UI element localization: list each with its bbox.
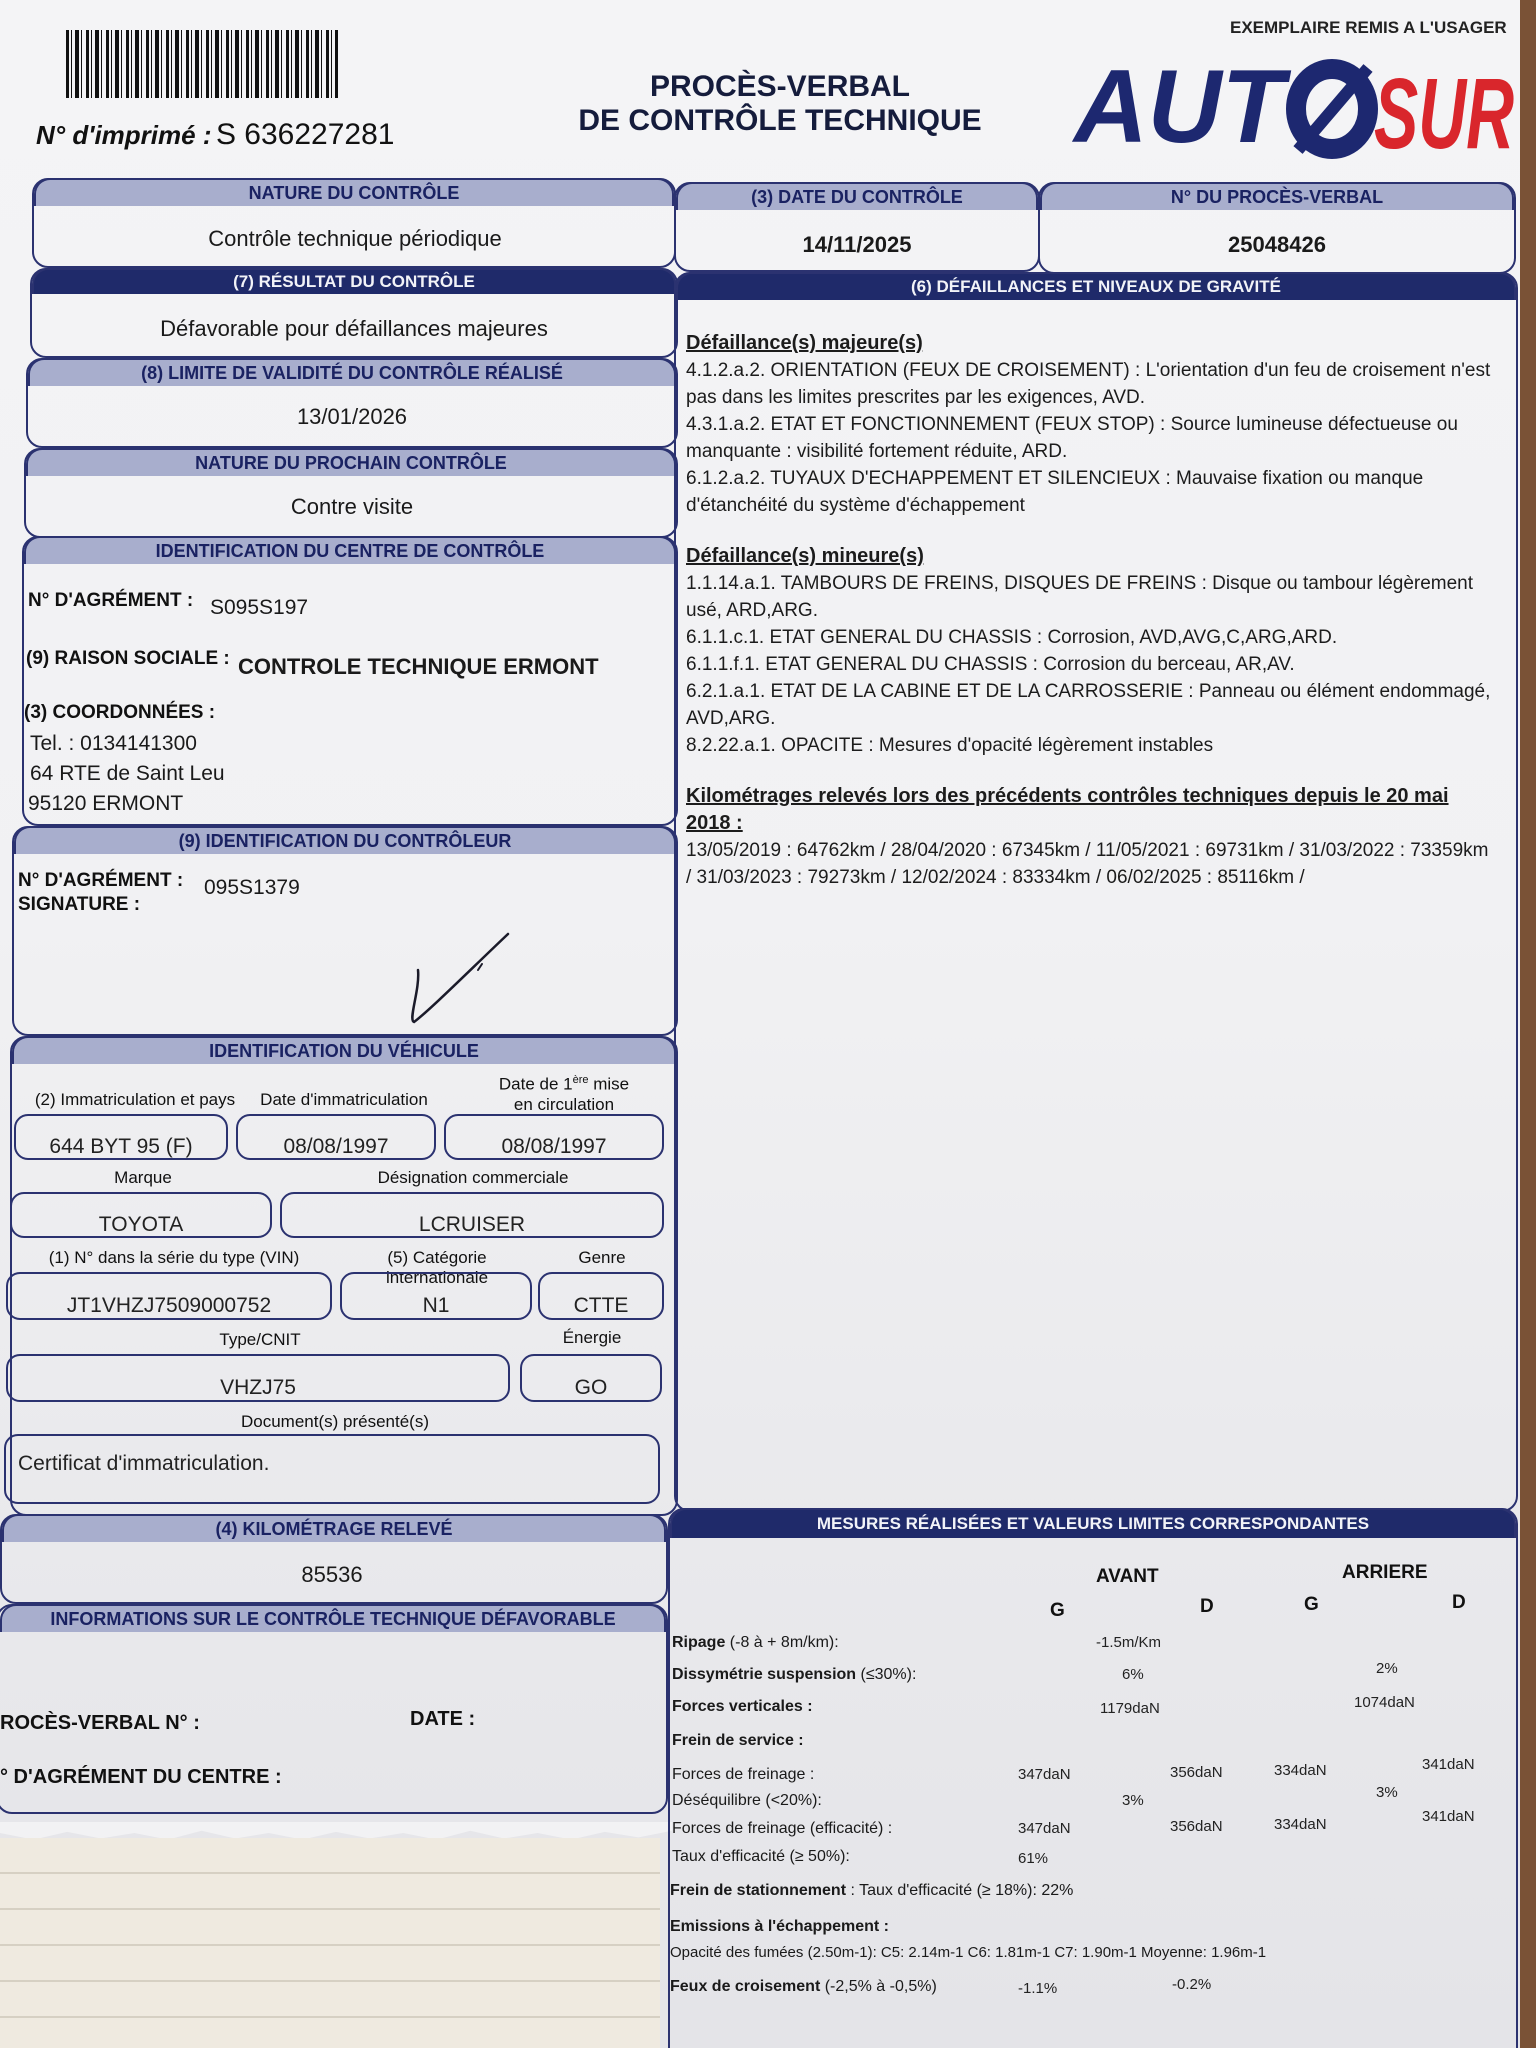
- categorie-label: (5) Catégorie internationale: [385, 1248, 489, 1287]
- documents-field: Certificat d'immatriculation.: [4, 1434, 660, 1504]
- measures-band: MESURES RÉALISÉES ET VALEURS LIMITES CORRESPONDANTES: [670, 1508, 1516, 1538]
- pv-box: [1038, 182, 1516, 274]
- nature-value: Contrôle technique périodique: [208, 226, 502, 251]
- ffe-avant-g: 347daN: [1018, 1820, 1071, 1837]
- validity-value: 13/01/2026: [296, 404, 408, 429]
- svg-text:AUT: AUT: [1071, 52, 1292, 162]
- validity-box: [26, 358, 678, 448]
- unfav-agrement-label: ° D'AGRÉMENT DU CENTRE :: [0, 1766, 282, 1788]
- print-number-label: N° d'imprimé :: [36, 120, 212, 150]
- km-history-heading: Kilométrages relevés lors des précédents contrôles techniques depuis le 20 mai 2018 :: [686, 785, 1449, 834]
- nature-box: [32, 178, 676, 268]
- print-number-value: S 636227281: [215, 118, 395, 151]
- center-coord-label: (3) COORDONNÉES :: [24, 702, 216, 723]
- km-box: [0, 1514, 668, 1604]
- forces-freinage-efficacite-row: Forces de freinage (efficacité) :: [672, 1820, 893, 1837]
- date-band: (3) DATE DU CONTRÔLE: [676, 182, 1038, 210]
- center-raison-label: (9) RAISON SOCIALE :: [26, 648, 230, 669]
- forces-verticales-arriere: 1074daN: [1354, 1694, 1415, 1711]
- vin-field: JT1VHZJ7509000752: [6, 1272, 332, 1320]
- desequilibre-row: Déséquilibre (<20%):: [672, 1792, 822, 1809]
- unfav-band: INFORMATIONS SUR LE CONTRÔLE TECHNIQUE DÉFAVORABLE: [0, 1604, 666, 1632]
- ripage-value: -1.5m/Km: [1096, 1634, 1162, 1651]
- controller-agrement-label: N° D'AGRÉMENT :: [18, 870, 184, 891]
- ripage-row: Ripage (-8 à + 8m/km):: [672, 1634, 839, 1651]
- controller-signature: [400, 930, 520, 1030]
- center-agrement-value: S095S197: [210, 596, 309, 619]
- ff-arriere-d: 341daN: [1422, 1756, 1475, 1773]
- designation-field: LCRUISER: [280, 1192, 664, 1238]
- dissymetrie-avant: 6%: [1122, 1666, 1144, 1683]
- immat-field: 644 BYT 95 (F): [14, 1114, 228, 1160]
- documents-label: Document(s) présenté(s): [240, 1412, 429, 1431]
- km-band: (4) KILOMÉTRAGE RELEVÉ: [2, 1514, 666, 1542]
- energie-field: GO: [520, 1354, 662, 1402]
- marque-label: Marque: [114, 1168, 172, 1187]
- pv-value: 25048426: [1228, 232, 1326, 257]
- major-defect-item: 4.3.1.a.2. ETAT ET FONCTIONNEMENT (FEUX STOP) : Source lumineuse défectueuse ou manquante : visibilité fortement réduite, ARD.: [686, 414, 1458, 462]
- dissymetrie-arriere: 2%: [1376, 1660, 1398, 1677]
- genre-field: CTTE: [538, 1272, 664, 1320]
- nature-band: NATURE DU CONTRÔLE: [34, 178, 674, 206]
- autosur-logo: [1070, 52, 1520, 162]
- barcode: [66, 30, 338, 98]
- type-label: Type/CNIT: [219, 1330, 301, 1349]
- date-value: 14/11/2025: [802, 232, 912, 257]
- defects-band: (6) DÉFAILLANCES ET NIVEAUX DE GRAVITÉ: [676, 272, 1516, 300]
- forces-freinage-row: Forces de freinage :: [672, 1766, 815, 1783]
- controller-signature-label: SIGNATURE :: [18, 894, 141, 915]
- title-line-1: PROCÈS-VERBAL: [649, 70, 911, 103]
- vehicle-band: IDENTIFICATION DU VÉHICULE: [12, 1036, 676, 1064]
- km-history: 13/05/2019 : 64762km / 28/04/2020 : 67345km / 11/05/2021 : 69731km / 31/03/2022 : 73359km / 31/03/2023 : 79273km / 12/02/2024 : 83334km / 06/02/2025 : 85116km /: [686, 840, 1489, 888]
- center-tel: Tel. : 0134141300: [30, 732, 197, 755]
- feux-croisement-row: Feux de croisement (-2,5% à -0,5%): [670, 1978, 937, 1995]
- energie-label: Énergie: [562, 1328, 622, 1347]
- desequilibre-avant: 3%: [1122, 1792, 1144, 1809]
- validity-band: (8) LIMITE DE VALIDITÉ DU CONTRÔLE RÉALISÉ: [28, 358, 676, 386]
- ffe-arriere-g: 334daN: [1274, 1816, 1327, 1833]
- taux-efficacite-row: Taux d'efficacité (≥ 50%):: [672, 1848, 850, 1865]
- forces-verticales-avant: 1179daN: [1100, 1700, 1160, 1717]
- major-heading: Défaillance(s) majeure(s): [686, 332, 923, 354]
- vin-label: (1) N° dans la série du type (VIN): [48, 1248, 300, 1267]
- defects-content: [686, 330, 1496, 891]
- dissymetrie-row: Dissymétrie suspension (≤30%):: [672, 1666, 917, 1683]
- center-band: IDENTIFICATION DU CENTRE DE CONTRÔLE: [24, 536, 676, 564]
- result-box: [30, 268, 678, 358]
- designation-label: Désignation commerciale: [377, 1168, 569, 1187]
- arriere-g-heading: G: [1304, 1594, 1319, 1615]
- opacite-row: Opacité des fumées (2.50m-1): C5: 2.14m-1 C6: 1.81m-1 C7: 1.90m-1 Moyenne: 1.96m-1: [670, 1944, 1267, 1961]
- underlying-sheet: [0, 1838, 660, 2048]
- avant-heading: AVANT: [1096, 1566, 1159, 1587]
- ffe-arriere-d: 341daN: [1422, 1808, 1475, 1825]
- date-immat-label: Date d'immatriculation: [260, 1090, 428, 1109]
- feux-croisement-d: -0.2%: [1172, 1976, 1212, 1993]
- taux-efficacite-value: 61%: [1018, 1850, 1049, 1867]
- immat-label: (2) Immatriculation et pays: [34, 1090, 236, 1109]
- type-field: VHZJ75: [6, 1354, 510, 1402]
- ff-avant-g: 347daN: [1018, 1766, 1071, 1783]
- avant-d-heading: D: [1200, 1596, 1214, 1617]
- unfav-pv-label: ROCÈS-VERBAL N° :: [0, 1712, 200, 1734]
- minor-defect-item: 8.2.22.a.1. OPACITE : Mesures d'opacité légèrement instables: [686, 735, 1214, 756]
- controller-agrement-value: 095S1379: [204, 876, 300, 899]
- desequilibre-arriere: 3%: [1376, 1784, 1398, 1801]
- frein-stationnement-row: Frein de stationnement : Taux d'efficacité (≥ 18%): 22%: [670, 1882, 1074, 1899]
- feux-croisement-g: -1.1%: [1018, 1980, 1058, 1997]
- minor-defect-item: 6.2.1.a.1. ETAT DE LA CABINE ET DE LA CARROSSERIE : Panneau ou élément endommagé, AVD,ARG.: [686, 681, 1491, 729]
- minor-defect-item: 6.1.1.c.1. ETAT GENERAL DU CHASSIS : Corrosion, AVD,AVG,C,ARG,ARD.: [686, 627, 1338, 648]
- minor-defect-item: 6.1.1.f.1. ETAT GENERAL DU CHASSIS : Corrosion du berceau, AR,AV.: [686, 654, 1295, 675]
- document-title: [520, 70, 1040, 138]
- center-address-line1: 64 RTE de Saint Leu: [30, 762, 225, 785]
- center-address-line2: 95120 ERMONT: [28, 792, 184, 815]
- svg-text:SUR: SUR: [1374, 58, 1514, 162]
- controller-band: (9) IDENTIFICATION DU CONTRÔLEUR: [14, 826, 676, 854]
- major-defect-item: 6.1.2.a.2. TUYAUX D'ECHAPPEMENT ET SILENCIEUX : Mauvaise fixation ou manque d'étanchéité du système d'échappement: [686, 468, 1424, 516]
- first-circulation-label: Date de 1ère mise en circulation: [498, 1074, 630, 1114]
- forces-verticales-row: Forces verticales :: [672, 1698, 813, 1715]
- pv-band: N° DU PROCÈS-VERBAL: [1040, 182, 1514, 210]
- center-agrement-label: N° D'AGRÉMENT :: [28, 590, 194, 611]
- minor-defect-item: 1.1.14.a.1. TAMBOURS DE FREINS, DISQUES DE FREINS : Disque ou tambour légèrement usé, ARD,ARG.: [686, 573, 1474, 621]
- result-band: (7) RÉSULTAT DU CONTRÔLE: [32, 268, 676, 294]
- marque-field: TOYOTA: [10, 1192, 272, 1238]
- categorie-field: N1: [340, 1272, 532, 1320]
- ffe-avant-d: 356daN: [1170, 1818, 1223, 1835]
- date-box: [674, 182, 1040, 272]
- next-value: Contre visite: [290, 494, 414, 519]
- controller-box: [12, 826, 678, 1036]
- result-value: Défavorable pour défaillances majeures: [160, 316, 548, 341]
- ff-arriere-g: 334daN: [1274, 1762, 1327, 1779]
- arriere-d-heading: D: [1452, 1592, 1466, 1613]
- avant-g-heading: G: [1050, 1600, 1065, 1621]
- arriere-heading: ARRIERE: [1342, 1562, 1428, 1583]
- ff-avant-d: 356daN: [1170, 1764, 1223, 1781]
- first-circulation-field: 08/08/1997: [444, 1114, 664, 1160]
- next-band: NATURE DU PROCHAIN CONTRÔLE: [26, 448, 676, 476]
- next-box: [24, 448, 678, 538]
- center-raison-value: CONTROLE TECHNIQUE ERMONT: [238, 654, 599, 679]
- title-line-2: DE CONTRÔLE TECHNIQUE: [578, 104, 982, 137]
- minor-heading: Défaillance(s) mineure(s): [686, 545, 924, 567]
- emissions-heading: Emissions à l'échappement :: [670, 1918, 889, 1935]
- frein-service-heading: Frein de service :: [672, 1732, 804, 1749]
- km-value: 85536: [301, 1562, 363, 1587]
- unfav-date-label: DATE :: [410, 1708, 476, 1730]
- date-immat-field: 08/08/1997: [236, 1114, 436, 1160]
- major-defect-item: 4.1.2.a.2. ORIENTATION (FEUX DE CROISEMENT) : L'orientation d'un feu de croisement n'est pas dans les limites prescrites par les exigences, AVD.: [686, 360, 1491, 408]
- genre-label: Genre: [578, 1248, 626, 1267]
- print-number: [36, 118, 394, 152]
- copy-note: EXEMPLAIRE REMIS A L'USAGER: [1230, 18, 1507, 37]
